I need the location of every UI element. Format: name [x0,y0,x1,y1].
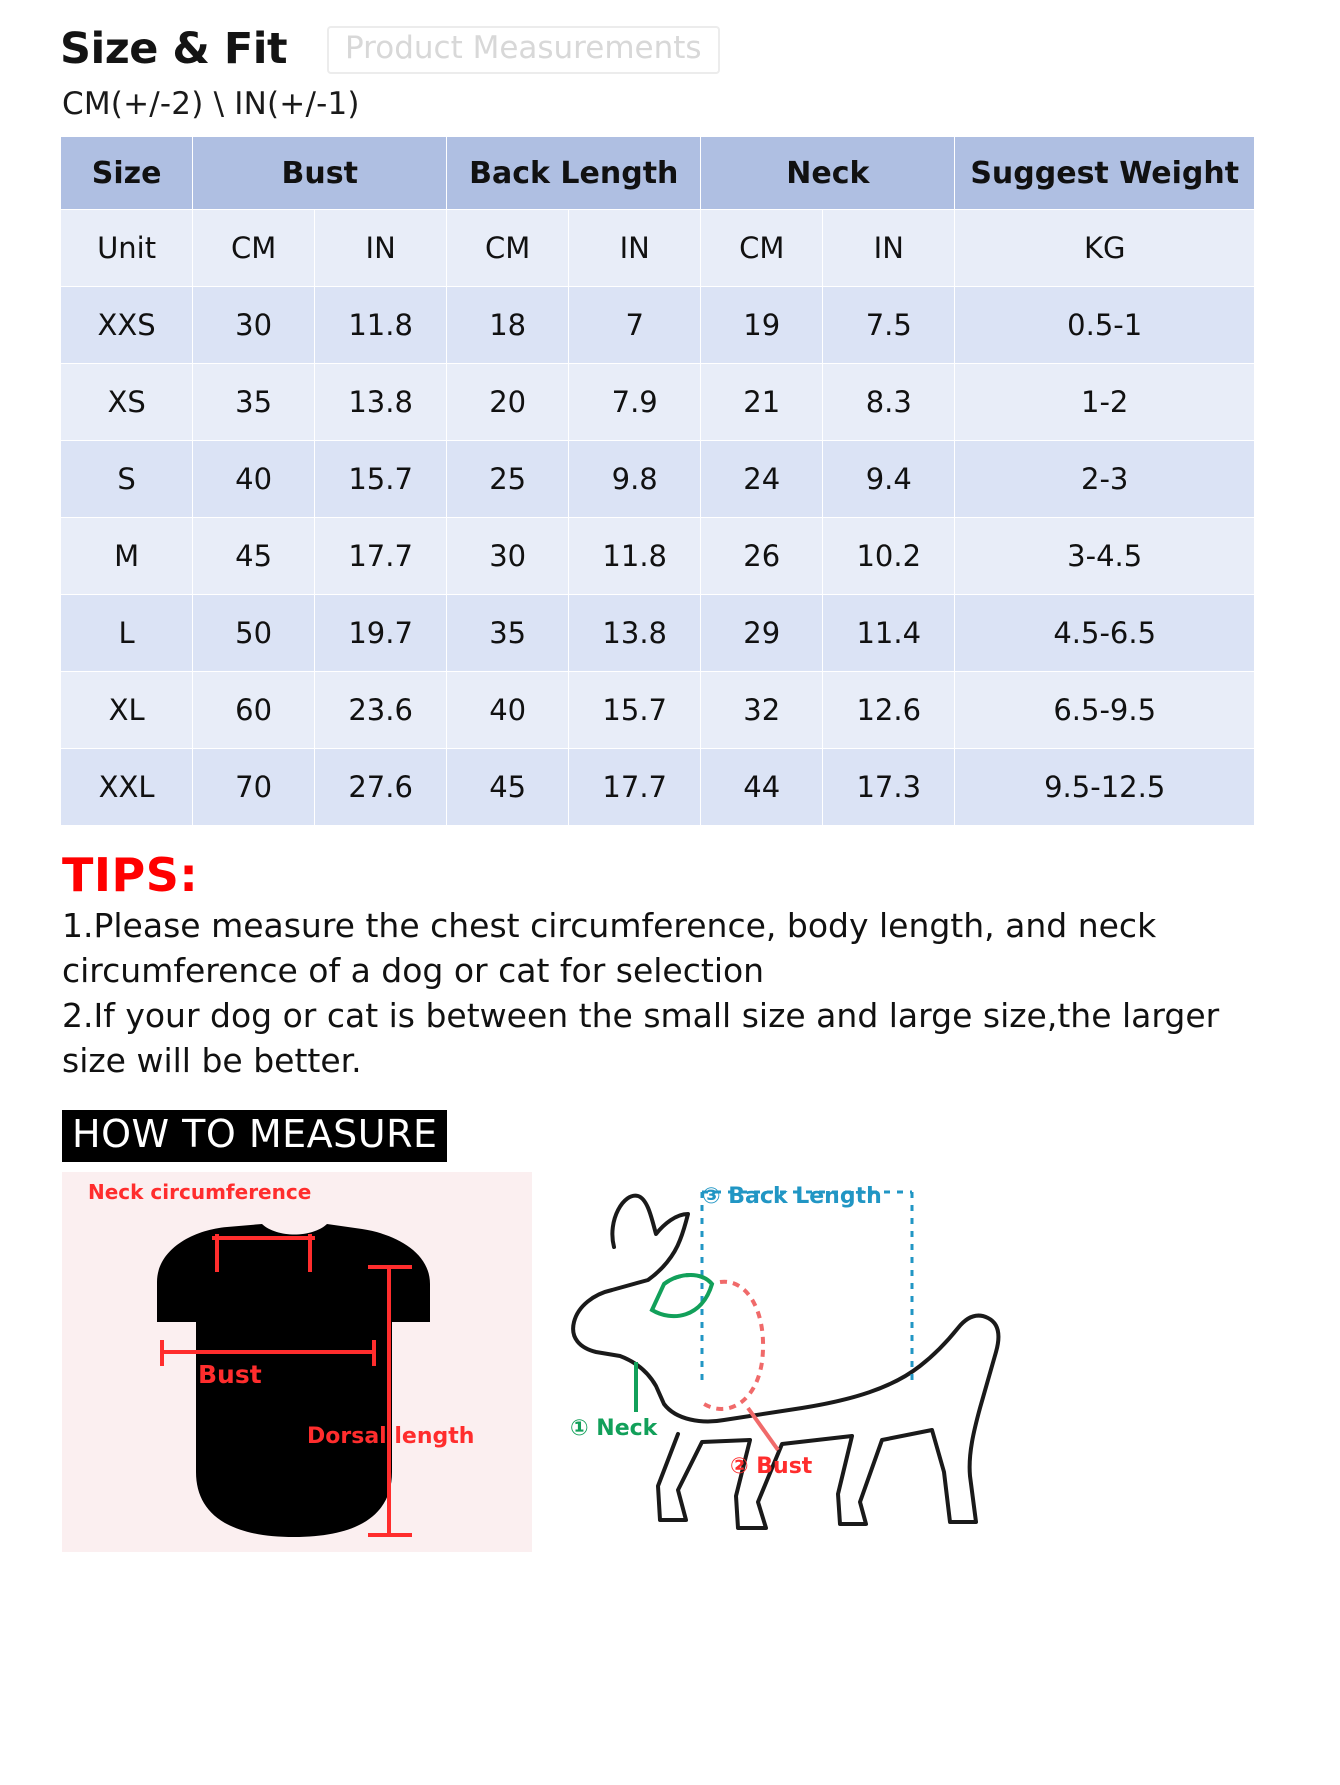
cell-bust-in: 23.6 [315,672,447,749]
cell-weight-kg: 1-2 [955,364,1255,441]
cell-weight-kg: 9.5-12.5 [955,749,1255,826]
right-figure-neck-label: ① Neck [570,1415,658,1441]
cell-bust-in: 15.7 [315,441,447,518]
cell-back-cm: 45 [447,749,569,826]
cell-neck-cm: 24 [701,441,823,518]
cell-bust-cm: 70 [193,749,315,826]
cell-neck-cm: 32 [701,672,823,749]
dog-diagram [552,1172,1172,1552]
right-figure-bust-label: ② Bust [730,1453,813,1479]
table-row [61,595,1255,672]
cell-back-cm: 30 [447,518,569,595]
tips-title: TIPS: [62,848,199,902]
cell-bust-in: 11.8 [315,287,447,364]
cell-neck-in: 9.4 [823,441,955,518]
cell-neck-in: 11.4 [823,595,955,672]
cell-bust-cm: 60 [193,672,315,749]
unit-cell-neck-in: IN [823,210,955,287]
table-row [61,441,1255,518]
table-row [61,364,1255,441]
cell-bust-cm: 35 [193,364,315,441]
table-row [61,749,1255,826]
dog-illustration-svg [552,1172,1172,1552]
cell-back-cm: 25 [447,441,569,518]
table-row [61,287,1255,364]
table-row [61,672,1255,749]
cell-back-in: 7 [569,287,701,364]
unit-cell-back-in: IN [569,210,701,287]
cell-back-cm: 35 [447,595,569,672]
cell-weight-kg: 3-4.5 [955,518,1255,595]
cell-back-cm: 18 [447,287,569,364]
table-row-unit [61,210,1255,287]
cell-size: L [61,595,193,672]
unit-cell-label: Unit [61,210,193,287]
header [60,26,1296,74]
cell-bust-cm: 30 [193,287,315,364]
cell-size: XS [61,364,193,441]
cell-bust-cm: 45 [193,518,315,595]
left-figure-neck-label: Neck circumference [88,1179,312,1204]
cell-neck-in: 10.2 [823,518,955,595]
table-group-header-row [61,137,1255,210]
cell-neck-in: 7.5 [823,287,955,364]
cell-bust-in: 27.6 [315,749,447,826]
column-header-suggest-weight: Suggest Weight [955,137,1255,210]
cell-size: XXS [61,287,193,364]
cell-back-cm: 40 [447,672,569,749]
garment-diagram [62,1172,532,1552]
cell-weight-kg: 6.5-9.5 [955,672,1255,749]
column-header-neck: Neck [701,137,955,210]
how-to-measure-heading: HOW TO MEASURE [62,1110,447,1162]
size-chart-table [60,136,1255,826]
tips-line-2: 2.If your dog or cat is between the small size and large size,the larger size will be better. [62,995,1220,1080]
cell-neck-in: 8.3 [823,364,955,441]
cell-weight-kg: 0.5-1 [955,287,1255,364]
cell-back-in: 9.8 [569,441,701,518]
cell-neck-in: 17.3 [823,749,955,826]
right-figure-back-length-label: ③ Back Length [702,1183,882,1209]
cell-back-in: 17.7 [569,749,701,826]
unit-tolerance-note: CM(+/-2) \ IN(+/-1) [62,86,360,122]
cell-neck-cm: 21 [701,364,823,441]
cell-back-cm: 20 [447,364,569,441]
cell-bust-cm: 50 [193,595,315,672]
cell-neck-cm: 19 [701,287,823,364]
cell-size: M [61,518,193,595]
cell-neck-in: 12.6 [823,672,955,749]
unit-cell-bust-cm: CM [193,210,315,287]
cell-neck-cm: 44 [701,749,823,826]
product-measurements-badge: Product Measurements [327,26,720,74]
cell-back-in: 7.9 [569,364,701,441]
cell-size: S [61,441,193,518]
cell-neck-cm: 29 [701,595,823,672]
cell-size: XL [61,672,193,749]
table-row [61,518,1255,595]
column-header-bust: Bust [193,137,447,210]
cell-back-in: 13.8 [569,595,701,672]
column-header-back-length: Back Length [447,137,701,210]
cell-back-in: 11.8 [569,518,701,595]
page-title: Size & Fit [60,24,288,75]
garment-illustration-svg [62,1172,532,1552]
left-figure-bust-label: Bust [198,1359,262,1389]
cell-weight-kg: 2-3 [955,441,1255,518]
tips-line-1: 1.Please measure the chest circumference, body length, and neck circumference of a dog or cat for selection [62,906,1157,990]
unit-cell-back-cm: CM [447,210,569,287]
cell-bust-in: 13.8 [315,364,447,441]
cell-size: XXL [61,749,193,826]
cell-bust-in: 19.7 [315,595,447,672]
unit-cell-bust-in: IN [315,210,447,287]
left-figure-dorsal-label: Dorsal length [307,1423,475,1449]
column-header-size: Size [61,137,193,210]
cell-bust-cm: 40 [193,441,315,518]
cell-back-in: 15.7 [569,672,701,749]
cell-neck-cm: 26 [701,518,823,595]
measurement-figures [62,1172,1296,1552]
unit-cell-neck-cm: CM [701,210,823,287]
cell-bust-in: 17.7 [315,518,447,595]
unit-cell-weight-kg: KG [955,210,1255,287]
cell-weight-kg: 4.5-6.5 [955,595,1255,672]
